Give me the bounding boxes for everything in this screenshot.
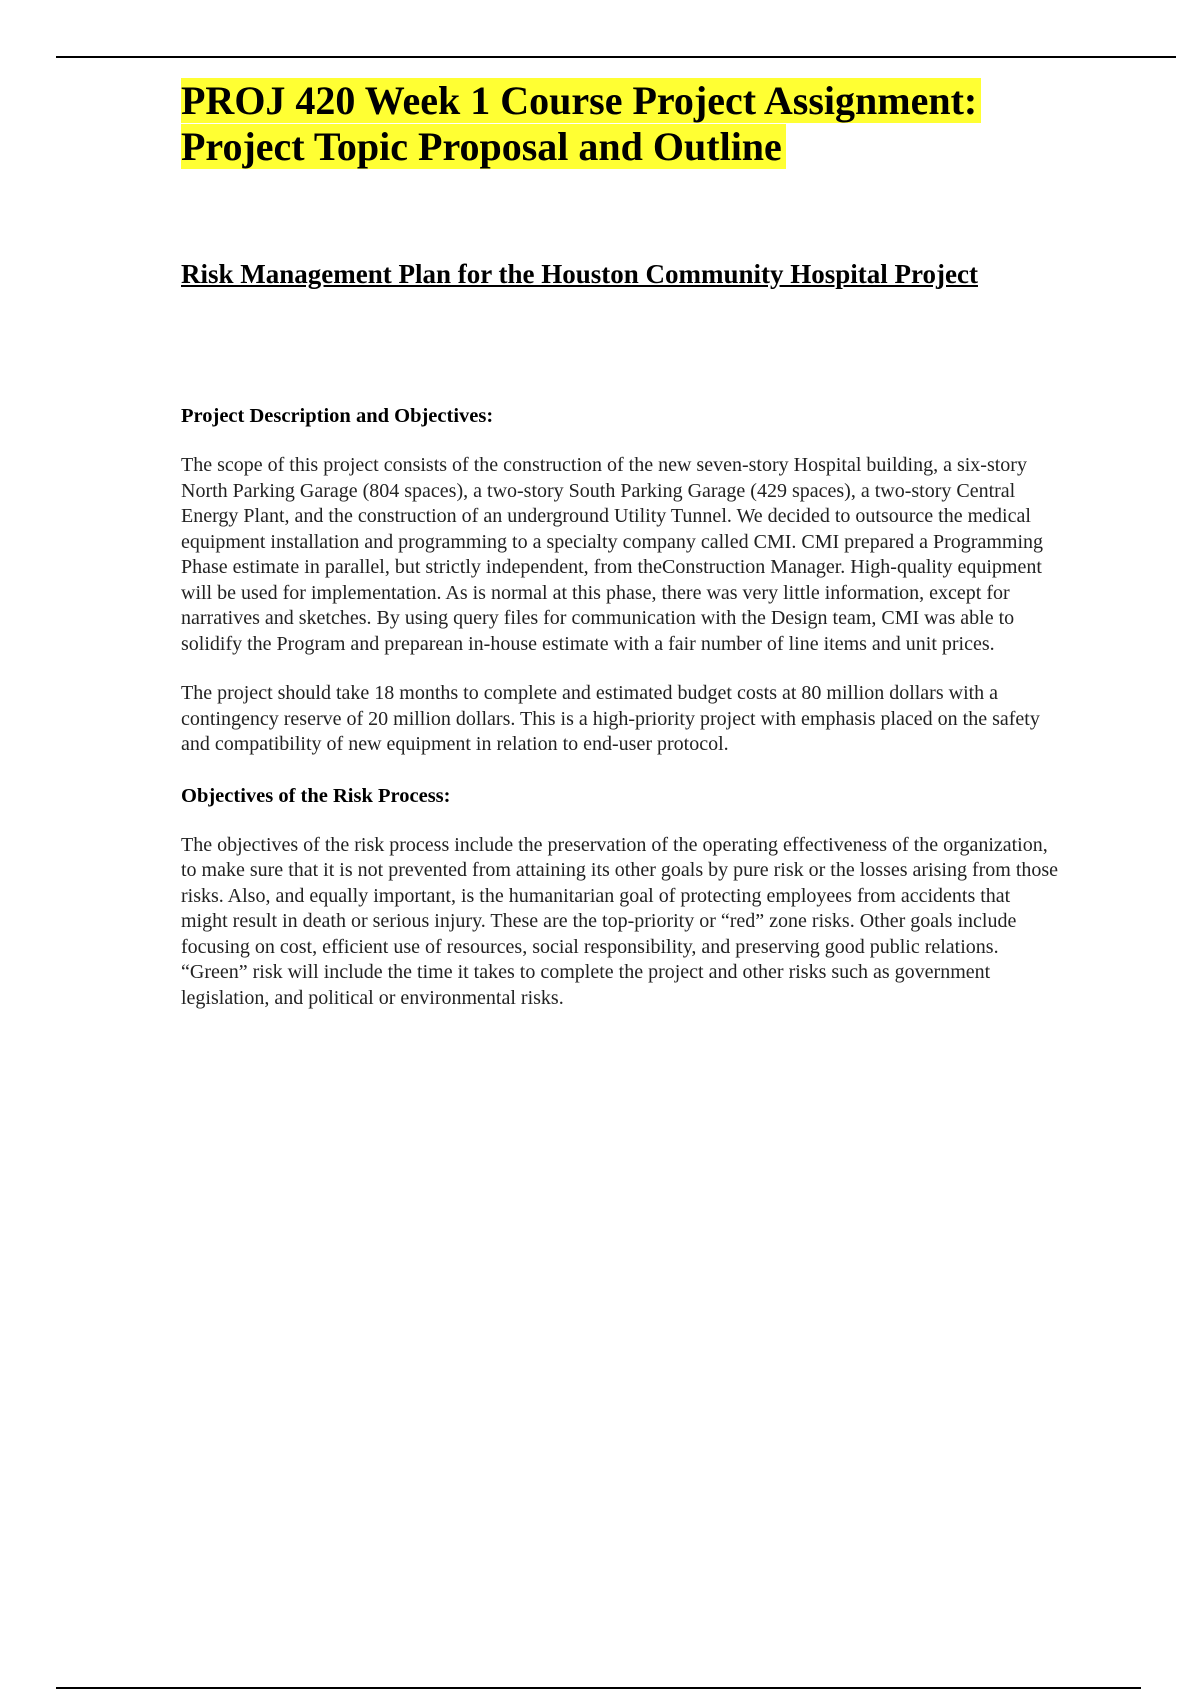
bottom-rule: [56, 1687, 1141, 1689]
document-page: [181, 78, 1061, 1011]
paragraph-project-scope: The scope of this project consists of the construction of the new seven-story Hospital building, a six-story North Parking Garage (804 spaces), a two-story South Parking Garage (429 spaces), a two-story Central Energy Plant, and the construction of an underground Utility Tunnel. We decided to outsource the medical equipment installation and programming to a specialty company called CMI. CMI prepared a Programming Phase estimate in parallel, but strictly independent, from theConstruction Manager. High-quality equipment will be used for implementation. As is normal at this phase, there was very little information, except for narratives and sketches. By using query files for communication with the Design team, CMI was able to solidify the Program and preparean in-house estimate with a fair number of line items and unit prices.: [181, 454, 1044, 655]
section-heading-project-description: Project Description and Objectives:: [181, 405, 494, 427]
paragraph-risk-objectives: The objectives of the risk process include the preservation of the operating effectiveness of the organization, to make sure that it is not prevented from attaining its other goals by pure risk or the losses arising from those risks. Also, and equally important, is the humanitarian goal of protecting employees from accidents that might result in death or serious injury. These are the top-priority or “red” zone risks. Other goals include focusing on cost, efficient use of resources, social responsibility, and preserving good public relations. “Green” risk will include the time it takes to complete the project and other risks such as government legislation, and political or environmental risks.: [181, 833, 1059, 1009]
top-rule: [56, 56, 1176, 58]
document-subtitle: Risk Management Plan for the Houston Community Hospital Project: [181, 259, 978, 289]
title-line-1: PROJ 420 Week 1 Course Project Assignment:: [181, 78, 981, 123]
document-title: [181, 78, 1061, 170]
title-line-2: Project Topic Proposal and Outline: [181, 124, 786, 169]
section-heading-risk-objectives: Objectives of the Risk Process:: [181, 784, 451, 807]
paragraph-project-budget: The project should take 18 months to complete and estimated budget costs at 80 million dollars with a contingency reserve of 20 million dollars. This is a high-priority project with emphasis placed on the safety and compatibility of new equipment in relation to end-user protocol.: [181, 682, 1040, 755]
